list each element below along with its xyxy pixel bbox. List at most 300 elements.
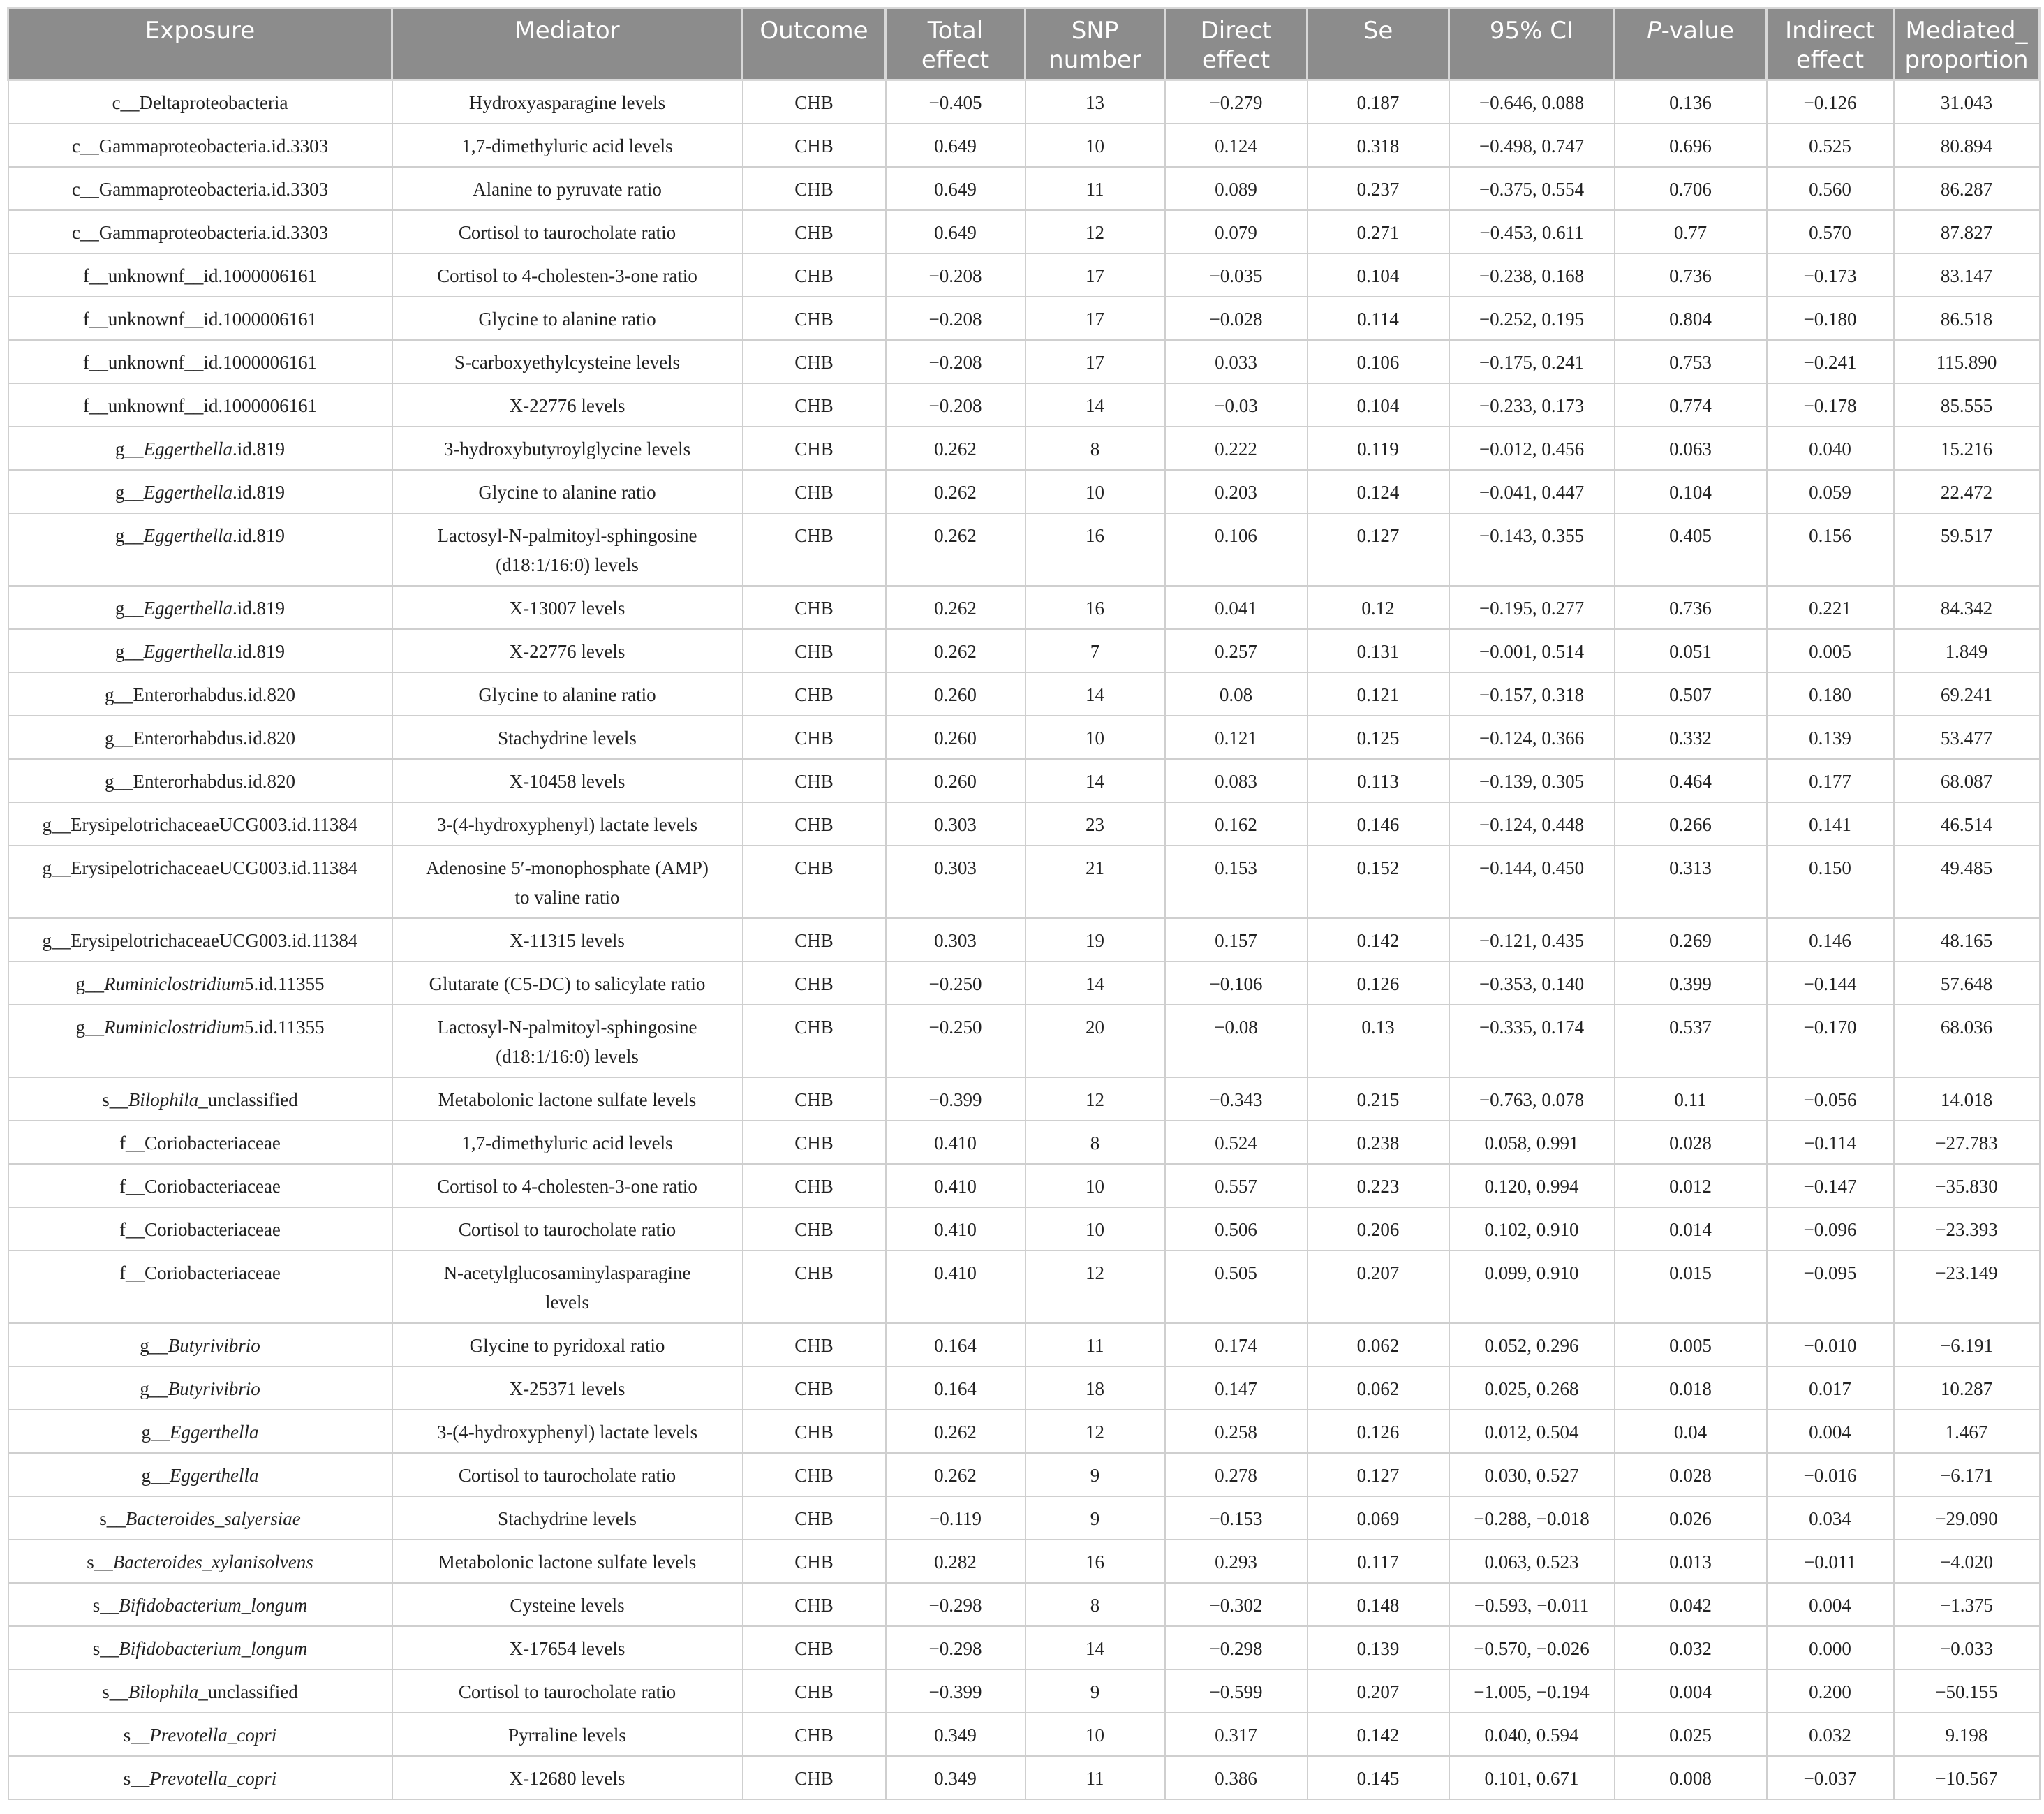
se-cell: 0.126 — [1308, 961, 1449, 1005]
direct-effect-cell: −0.343 — [1165, 1077, 1308, 1121]
outcome-cell: CHB — [743, 383, 886, 427]
exposure-text: g__ErysipelotrichaceaeUCG003.id.11384 — [42, 814, 358, 835]
exposure-text: .id.819 — [232, 598, 285, 619]
p-value-cell: 0.042 — [1615, 1583, 1767, 1626]
direct-effect-cell: −0.599 — [1165, 1669, 1308, 1713]
direct-effect-cell: −0.028 — [1165, 297, 1308, 340]
column-header-text: Mediator — [514, 17, 620, 45]
taxon-name-italic: Bifidobacterium_longum — [119, 1638, 308, 1659]
total-effect-cell: −0.399 — [886, 1669, 1025, 1713]
direct-effect-cell: 0.121 — [1165, 716, 1308, 759]
taxon-name-italic: Bilophila — [128, 1681, 199, 1702]
exposure-text: s__ — [123, 1768, 150, 1789]
snp-number-cell: 14 — [1025, 961, 1165, 1005]
mediator-cell — [392, 210, 743, 253]
p-value-cell: 0.405 — [1615, 513, 1767, 586]
mediated-proportion-cell: 10.287 — [1894, 1366, 2040, 1410]
ci-cell: −0.012, 0.456 — [1449, 427, 1615, 470]
ci-cell: −0.124, 0.366 — [1449, 716, 1615, 759]
outcome-cell: CHB — [743, 210, 886, 253]
mediator-text: X-13007 levels — [509, 598, 625, 619]
total-effect-cell: −0.405 — [886, 80, 1025, 124]
table-row — [8, 918, 2040, 961]
se-cell: 0.271 — [1308, 210, 1449, 253]
p-value-cell: 0.313 — [1615, 846, 1767, 918]
mediator-text: S-carboxyethylcysteine levels — [454, 352, 681, 373]
direct-effect-cell: 0.124 — [1165, 124, 1308, 167]
column-header-direct-effect — [1165, 8, 1308, 80]
snp-number-cell: 14 — [1025, 383, 1165, 427]
outcome-cell: CHB — [743, 802, 886, 846]
mediator-cell — [392, 672, 743, 716]
mediated-proportion-cell: 46.514 — [1894, 802, 2040, 846]
exposure-text: f__Coriobacteriaceae — [119, 1176, 281, 1197]
indirect-effect-cell: 0.004 — [1767, 1583, 1894, 1626]
snp-number-cell: 19 — [1025, 918, 1165, 961]
se-cell: 0.127 — [1308, 513, 1449, 586]
mediated-proportion-cell: −29.090 — [1894, 1496, 2040, 1540]
mediator-cell — [392, 253, 743, 297]
p-value-cell: 0.736 — [1615, 253, 1767, 297]
indirect-effect-cell: 0.059 — [1767, 470, 1894, 513]
indirect-effect-cell: 0.177 — [1767, 759, 1894, 802]
column-header-snp-number — [1025, 8, 1165, 80]
exposure-cell — [8, 672, 392, 716]
snp-number-cell: 11 — [1025, 1323, 1165, 1366]
direct-effect-cell: 0.557 — [1165, 1164, 1308, 1207]
snp-number-cell: 14 — [1025, 1626, 1165, 1669]
ci-cell: 0.063, 0.523 — [1449, 1540, 1615, 1583]
snp-number-cell: 17 — [1025, 297, 1165, 340]
exposure-cell — [8, 961, 392, 1005]
column-header-text: P-value — [1647, 17, 1734, 45]
column-header-text: Se — [1363, 17, 1393, 45]
indirect-effect-cell: 0.141 — [1767, 802, 1894, 846]
p-value-cell: 0.063 — [1615, 427, 1767, 470]
table-row — [8, 383, 2040, 427]
indirect-effect-cell: −0.147 — [1767, 1164, 1894, 1207]
indirect-effect-cell: 0.570 — [1767, 210, 1894, 253]
se-cell: 0.148 — [1308, 1583, 1449, 1626]
outcome-cell: CHB — [743, 918, 886, 961]
exposure-text: c__Deltaproteobacteria — [112, 92, 288, 113]
total-effect-cell: −0.399 — [886, 1077, 1025, 1121]
snp-number-cell: 12 — [1025, 1251, 1165, 1323]
total-effect-cell: 0.349 — [886, 1756, 1025, 1799]
outcome-cell: CHB — [743, 124, 886, 167]
direct-effect-cell: −0.035 — [1165, 253, 1308, 297]
se-cell: 0.142 — [1308, 918, 1449, 961]
ci-cell: −1.005, −0.194 — [1449, 1669, 1615, 1713]
mediator-text: Hydroxyasparagine levels — [468, 92, 666, 113]
ci-cell: −0.001, 0.514 — [1449, 629, 1615, 672]
outcome-cell: CHB — [743, 1496, 886, 1540]
outcome-cell: CHB — [743, 1669, 886, 1713]
exposure-text: .id.819 — [232, 482, 285, 503]
ci-cell: −0.041, 0.447 — [1449, 470, 1615, 513]
table-row — [8, 340, 2040, 383]
exposure-cell — [8, 1410, 392, 1453]
snp-number-cell: 9 — [1025, 1669, 1165, 1713]
table-row — [8, 1626, 2040, 1669]
exposure-text: c__Gammaproteobacteria.id.3303 — [71, 135, 329, 156]
mediator-text: Stachydrine levels — [498, 1508, 637, 1529]
mediator-text: Glycine to pyridoxal ratio — [469, 1335, 665, 1356]
mediator-text: Glutarate (C5-DC) to salicylate ratio — [429, 973, 706, 994]
exposure-text: s__ — [92, 1595, 119, 1616]
indirect-effect-cell: 0.034 — [1767, 1496, 1894, 1540]
ci-cell: 0.099, 0.910 — [1449, 1251, 1615, 1323]
snp-number-cell: 12 — [1025, 210, 1165, 253]
indirect-effect-cell: 0.150 — [1767, 846, 1894, 918]
column-header-indirect-effect — [1767, 8, 1894, 80]
table-row — [8, 1366, 2040, 1410]
direct-effect-cell: −0.279 — [1165, 80, 1308, 124]
p-value-cell: 0.736 — [1615, 586, 1767, 629]
outcome-cell: CHB — [743, 1540, 886, 1583]
mediated-proportion-cell: 69.241 — [1894, 672, 2040, 716]
ci-cell: 0.025, 0.268 — [1449, 1366, 1615, 1410]
taxon-name-italic: Eggerthella — [170, 1422, 259, 1443]
mediator-cell — [392, 918, 743, 961]
table-row — [8, 716, 2040, 759]
exposure-cell — [8, 629, 392, 672]
direct-effect-cell: 0.258 — [1165, 1410, 1308, 1453]
total-effect-cell: 0.260 — [886, 759, 1025, 802]
mediator-cell — [392, 1540, 743, 1583]
exposure-text: f__unknownf__id.1000006161 — [82, 352, 318, 373]
ci-cell: −0.498, 0.747 — [1449, 124, 1615, 167]
mediator-cell — [392, 1323, 743, 1366]
table-row — [8, 629, 2040, 672]
exposure-cell — [8, 340, 392, 383]
mediated-proportion-cell: 85.555 — [1894, 383, 2040, 427]
indirect-effect-cell: −0.241 — [1767, 340, 1894, 383]
ci-cell: 0.012, 0.504 — [1449, 1410, 1615, 1453]
table-row — [8, 1005, 2040, 1077]
p-value-cell: 0.706 — [1615, 167, 1767, 210]
snp-number-cell: 16 — [1025, 513, 1165, 586]
exposure-text: 5.id.11355 — [244, 1017, 325, 1038]
mediator-cell — [392, 1496, 743, 1540]
table-row — [8, 1251, 2040, 1323]
mediator-text: Stachydrine levels — [498, 728, 637, 749]
outcome-cell: CHB — [743, 167, 886, 210]
total-effect-cell: 0.410 — [886, 1121, 1025, 1164]
mediated-proportion-cell: 80.894 — [1894, 124, 2040, 167]
table-row — [8, 297, 2040, 340]
p-value-cell: 0.051 — [1615, 629, 1767, 672]
mediator-cell — [392, 297, 743, 340]
mediator-text: X-25371 levels — [509, 1378, 625, 1399]
exposure-cell — [8, 586, 392, 629]
mediator-cell — [392, 340, 743, 383]
table-row — [8, 1496, 2040, 1540]
indirect-effect-cell: 0.180 — [1767, 672, 1894, 716]
mediator-cell — [392, 1121, 743, 1164]
taxon-name-italic: Butyrivibrio — [168, 1335, 260, 1356]
exposure-cell — [8, 297, 392, 340]
mediator-cell — [392, 383, 743, 427]
outcome-cell: CHB — [743, 629, 886, 672]
indirect-effect-cell: −0.011 — [1767, 1540, 1894, 1583]
outcome-cell: CHB — [743, 961, 886, 1005]
indirect-effect-cell: −0.144 — [1767, 961, 1894, 1005]
exposure-text: s__ — [87, 1551, 113, 1572]
exposure-text: 5.id.11355 — [244, 973, 325, 994]
direct-effect-cell: 0.222 — [1165, 427, 1308, 470]
p-value-cell: 0.77 — [1615, 210, 1767, 253]
indirect-effect-cell: −0.010 — [1767, 1323, 1894, 1366]
taxon-name-italic: Eggerthella — [143, 641, 232, 662]
p-value-cell: 0.032 — [1615, 1626, 1767, 1669]
mediator-text: Pyrraline levels — [508, 1725, 626, 1746]
outcome-cell: CHB — [743, 80, 886, 124]
direct-effect-cell: 0.386 — [1165, 1756, 1308, 1799]
column-header-text: effect — [921, 46, 990, 74]
total-effect-cell: −0.208 — [886, 340, 1025, 383]
snp-number-cell: 16 — [1025, 586, 1165, 629]
ci-cell: −0.121, 0.435 — [1449, 918, 1615, 961]
se-cell: 0.113 — [1308, 759, 1449, 802]
mediated-proportion-cell: −23.393 — [1894, 1207, 2040, 1251]
mediator-text: Metabolonic lactone sulfate levels — [438, 1551, 697, 1572]
outcome-cell: CHB — [743, 716, 886, 759]
se-cell: 0.117 — [1308, 1540, 1449, 1583]
p-value-cell: 0.028 — [1615, 1121, 1767, 1164]
mediated-proportion-cell: −6.171 — [1894, 1453, 2040, 1496]
table-row — [8, 802, 2040, 846]
outcome-cell: CHB — [743, 1323, 886, 1366]
exposure-text: s__ — [99, 1508, 126, 1529]
mediator-cell — [392, 1453, 743, 1496]
column-header-mediated-proportion — [1894, 8, 2040, 80]
outcome-cell: CHB — [743, 297, 886, 340]
total-effect-cell: 0.262 — [886, 427, 1025, 470]
p-value-cell: 0.136 — [1615, 80, 1767, 124]
direct-effect-cell: 0.203 — [1165, 470, 1308, 513]
indirect-effect-cell: −0.096 — [1767, 1207, 1894, 1251]
total-effect-cell: 0.349 — [886, 1713, 1025, 1756]
ci-cell: −0.252, 0.195 — [1449, 297, 1615, 340]
table-row — [8, 1410, 2040, 1453]
outcome-cell: CHB — [743, 759, 886, 802]
ci-cell: −0.593, −0.011 — [1449, 1583, 1615, 1626]
snp-number-cell: 11 — [1025, 167, 1165, 210]
mediated-proportion-cell: 86.518 — [1894, 297, 2040, 340]
indirect-effect-cell: 0.560 — [1767, 167, 1894, 210]
exposure-text: .id.819 — [232, 525, 285, 546]
mediated-proportion-cell: −27.783 — [1894, 1121, 2040, 1164]
snp-number-cell: 7 — [1025, 629, 1165, 672]
mediator-cell — [392, 124, 743, 167]
se-cell: 0.121 — [1308, 672, 1449, 716]
column-header-text: Indirect — [1785, 17, 1875, 45]
mediated-proportion-cell: 48.165 — [1894, 918, 2040, 961]
table-row — [8, 470, 2040, 513]
column-header-outcome — [743, 8, 886, 80]
total-effect-cell: −0.250 — [886, 961, 1025, 1005]
p-value-cell: 0.464 — [1615, 759, 1767, 802]
mediation-table — [7, 7, 2041, 1800]
se-cell: 0.318 — [1308, 124, 1449, 167]
p-value-cell: 0.015 — [1615, 1251, 1767, 1323]
ci-cell: 0.052, 0.296 — [1449, 1323, 1615, 1366]
total-effect-cell: 0.164 — [886, 1323, 1025, 1366]
exposure-cell — [8, 918, 392, 961]
mediated-proportion-cell: 59.517 — [1894, 513, 2040, 586]
se-cell: 0.146 — [1308, 802, 1449, 846]
mediator-text: 3-(4-hydroxyphenyl) lactate levels — [436, 1422, 698, 1443]
mediator-text: X-17654 levels — [509, 1638, 625, 1659]
column-header-se — [1308, 8, 1449, 80]
p-value-cell: 0.266 — [1615, 802, 1767, 846]
mediator-cell — [392, 1164, 743, 1207]
taxon-name-italic: Eggerthella — [143, 525, 232, 546]
total-effect-cell: 0.410 — [886, 1164, 1025, 1207]
p-value-cell: 0.014 — [1615, 1207, 1767, 1251]
exposure-text: g__ — [75, 1017, 104, 1038]
mediator-text: X-12680 levels — [509, 1768, 625, 1789]
total-effect-cell: 0.262 — [886, 586, 1025, 629]
taxon-name-italic: Butyrivibrio — [168, 1378, 260, 1399]
total-effect-cell: −0.208 — [886, 297, 1025, 340]
exposure-cell — [8, 167, 392, 210]
outcome-cell: CHB — [743, 1756, 886, 1799]
table-row — [8, 253, 2040, 297]
taxon-name-italic: Bacteroides_xylanisolvens — [112, 1551, 313, 1572]
outcome-cell: CHB — [743, 1077, 886, 1121]
exposure-cell — [8, 427, 392, 470]
mediated-proportion-cell: −1.375 — [1894, 1583, 2040, 1626]
ci-cell: −0.646, 0.088 — [1449, 80, 1615, 124]
ci-cell: −0.238, 0.168 — [1449, 253, 1615, 297]
p-value-cell: 0.04 — [1615, 1410, 1767, 1453]
mediated-proportion-cell: 83.147 — [1894, 253, 2040, 297]
se-cell: 0.12 — [1308, 586, 1449, 629]
direct-effect-cell: 0.033 — [1165, 340, 1308, 383]
table-row — [8, 1540, 2040, 1583]
mediator-cell — [392, 80, 743, 124]
mediator-text: 3-(4-hydroxyphenyl) lactate levels — [436, 814, 698, 835]
exposure-text: f__unknownf__id.1000006161 — [82, 265, 318, 286]
mediated-proportion-cell: 87.827 — [1894, 210, 2040, 253]
exposure-text: s__ — [102, 1681, 128, 1702]
taxon-name-italic: Ruminiclostridium — [104, 973, 244, 994]
snp-number-cell: 18 — [1025, 1366, 1165, 1410]
outcome-cell: CHB — [743, 1713, 886, 1756]
mediator-cell — [392, 1756, 743, 1799]
ci-cell: −0.124, 0.448 — [1449, 802, 1615, 846]
indirect-effect-cell: −0.056 — [1767, 1077, 1894, 1121]
mediated-proportion-cell: −10.567 — [1894, 1756, 2040, 1799]
indirect-effect-cell: −0.016 — [1767, 1453, 1894, 1496]
table-row — [8, 759, 2040, 802]
indirect-effect-cell: −0.114 — [1767, 1121, 1894, 1164]
snp-number-cell: 11 — [1025, 1756, 1165, 1799]
table-row — [8, 1756, 2040, 1799]
mediator-cell — [392, 1207, 743, 1251]
snp-number-cell: 8 — [1025, 427, 1165, 470]
se-cell: 0.062 — [1308, 1323, 1449, 1366]
outcome-cell: CHB — [743, 1410, 886, 1453]
p-value-cell: 0.026 — [1615, 1496, 1767, 1540]
exposure-cell — [8, 1713, 392, 1756]
se-cell: 0.062 — [1308, 1366, 1449, 1410]
column-header-text: Mediated_ — [1905, 17, 2028, 45]
column-header-mediator — [392, 8, 743, 80]
ci-cell: −0.233, 0.173 — [1449, 383, 1615, 427]
total-effect-cell: −0.298 — [886, 1626, 1025, 1669]
mediator-text: N-acetylglucosaminylasparagine — [443, 1262, 691, 1283]
direct-effect-cell: 0.162 — [1165, 802, 1308, 846]
exposure-text: g__ — [115, 641, 144, 662]
ci-cell: −0.570, −0.026 — [1449, 1626, 1615, 1669]
outcome-cell: CHB — [743, 846, 886, 918]
se-cell: 0.13 — [1308, 1005, 1449, 1077]
exposure-text: f__Coriobacteriaceae — [119, 1133, 281, 1153]
ci-cell: 0.030, 0.527 — [1449, 1453, 1615, 1496]
mediated-proportion-cell: −35.830 — [1894, 1164, 2040, 1207]
total-effect-cell: 0.262 — [886, 513, 1025, 586]
outcome-cell: CHB — [743, 1207, 886, 1251]
direct-effect-cell: 0.278 — [1165, 1453, 1308, 1496]
mediator-text: X-22776 levels — [509, 395, 625, 416]
table-row — [8, 1077, 2040, 1121]
mediated-proportion-cell: 84.342 — [1894, 586, 2040, 629]
mediated-proportion-cell: 1.849 — [1894, 629, 2040, 672]
snp-number-cell: 10 — [1025, 1207, 1165, 1251]
indirect-effect-cell: 0.032 — [1767, 1713, 1894, 1756]
exposure-cell — [8, 383, 392, 427]
total-effect-cell: 0.303 — [886, 802, 1025, 846]
indirect-effect-cell: 0.004 — [1767, 1410, 1894, 1453]
mediator-text: Glycine to alanine ratio — [478, 684, 656, 705]
total-effect-cell: 0.649 — [886, 167, 1025, 210]
exposure-text: s__ — [123, 1725, 150, 1746]
snp-number-cell: 20 — [1025, 1005, 1165, 1077]
snp-number-cell: 17 — [1025, 340, 1165, 383]
mediated-proportion-cell: −0.033 — [1894, 1626, 2040, 1669]
outcome-cell: CHB — [743, 340, 886, 383]
mediator-text: X-11315 levels — [510, 930, 625, 951]
mediator-text: Glycine to alanine ratio — [478, 482, 656, 503]
exposure-text: f__Coriobacteriaceae — [119, 1219, 281, 1240]
ci-cell: −0.144, 0.450 — [1449, 846, 1615, 918]
mediator-cell — [392, 1410, 743, 1453]
exposure-text: f__unknownf__id.1000006161 — [82, 309, 318, 330]
p-value-cell: 0.753 — [1615, 340, 1767, 383]
exposure-text: g__ — [141, 1422, 170, 1443]
indirect-effect-cell: −0.173 — [1767, 253, 1894, 297]
exposure-text: _unclassified — [198, 1681, 298, 1702]
ci-cell: −0.288, −0.018 — [1449, 1496, 1615, 1540]
mediator-text: Cortisol to taurocholate ratio — [458, 1681, 676, 1702]
exposure-cell — [8, 1077, 392, 1121]
mediator-text: (d18:1/16:0) levels — [496, 554, 639, 575]
mediator-cell — [392, 1366, 743, 1410]
total-effect-cell: 0.282 — [886, 1540, 1025, 1583]
mediated-proportion-cell: −4.020 — [1894, 1540, 2040, 1583]
ci-cell: 0.102, 0.910 — [1449, 1207, 1615, 1251]
snp-number-cell: 21 — [1025, 846, 1165, 918]
total-effect-cell: 0.262 — [886, 1453, 1025, 1496]
indirect-effect-cell: 0.156 — [1767, 513, 1894, 586]
exposure-text: g__ErysipelotrichaceaeUCG003.id.11384 — [42, 857, 358, 878]
table-row — [8, 1207, 2040, 1251]
table-row — [8, 846, 2040, 918]
snp-number-cell: 10 — [1025, 470, 1165, 513]
